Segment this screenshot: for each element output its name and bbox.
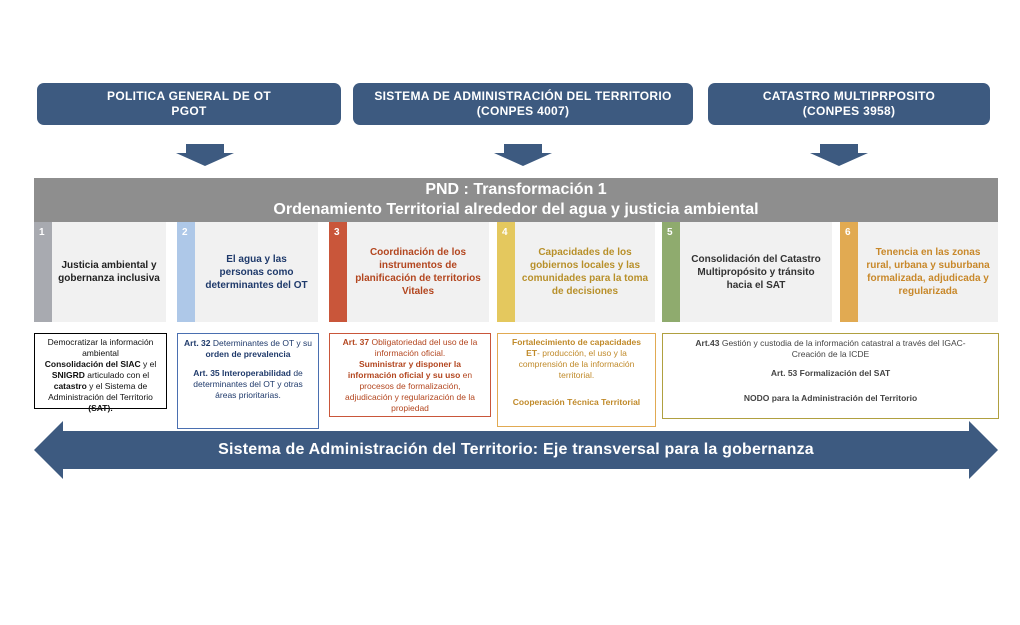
down-arrow-icon [176,144,234,166]
detail-1-catastro: catastro [53,381,87,391]
detail-box-5 [662,333,999,419]
down-arrow-icon [494,144,552,166]
detail-2-art32: Art. 32 [184,338,211,348]
pillar-card-6 [840,222,998,322]
detail-3-art37: Art. 37 [342,337,370,347]
detail-4-fortalecimiento: Fortalecimiento de capacidades ET [512,337,641,358]
down-arrow-icon [810,144,868,166]
header-box-pgot-line2: PGOT [171,104,207,118]
detail-3-text: Obligatoriedad del uso de la información oficial. [369,337,478,358]
header-box-catastro-line1: CATASTRO MULTIPRPOSITO [762,89,936,103]
pillar-card-1 [34,222,166,322]
pillar-number: 3 [334,227,340,238]
pillar-text: Justicia ambiental y gobernanza inclusiva [58,260,160,284]
header-box-catastro [708,83,990,125]
detail-5-art53: Art. 53 Formalización del SAT [770,368,891,378]
pillar-number: 2 [182,227,188,238]
detail-1-text: articulado con el [84,370,150,380]
pillar-number: 1 [39,227,45,238]
detail-2-text: Determinantes de OT y su [210,338,312,348]
header-box-sat [353,83,693,125]
detail-box-4 [497,333,656,427]
bottom-arrow-label: Sistema de Administración del Territorio: Eje transversal para la gobernanza [218,441,814,458]
detail-1-text: y el Sistema de Administración del Territorio [48,381,153,402]
detail-4-text: - producción, el uso y la comprensión de la información territorial. [518,348,635,380]
detail-box-3 [329,333,491,417]
detail-3-text: en procesos de formalización, adjudicación y regularización de la propiedad [345,370,475,413]
detail-1-siac: Consolidación del SIAC [44,359,141,369]
pnd-title: PND : Transformación 1 [425,181,607,198]
detail-5-art43: Art.43 [695,338,720,348]
detail-2-prevalencia: orden de prevalencia [205,349,291,359]
pillar-text: Tenencia en las zonas rural, urbana y suburbana formalizada, adjudicada y regularizada [866,247,990,297]
detail-1-intro: Democratizar la información ambiental [47,337,154,358]
detail-5-nodo: NODO para la Administración del Territorio [743,393,918,403]
pnd-banner [34,178,998,222]
detail-3-suministrar: Suministrar y disponer la información oficial y su uso [347,359,462,380]
pillar-text: Coordinación de los instrumentos de planificación de territorios Vitales [355,247,481,297]
pillar-number: 6 [845,227,851,238]
detail-1-text: y el [140,359,157,369]
header-box-pgot [37,83,341,125]
header-box-sat-line2: (CONPES 4007) [476,104,570,118]
pillar-text: El agua y las personas como determinantes del OT [205,253,308,291]
detail-box-2 [177,333,319,429]
pillar-text: Consolidación del Catastro Multipropósito y tránsito hacia el SAT [691,253,821,291]
detail-5-text: Gestión y custodia de la información catastral a través del IGAC- Creación de la ICDE [719,338,966,359]
detail-1-sat: (SAT). [88,403,113,413]
detail-1-snigrd: SNIGRD [51,370,85,380]
header-box-catastro-line2: (CONPES 3958) [802,104,896,118]
detail-2-text: de determinantes del OT y otras áreas prioritarias. [193,368,303,400]
pillar-card-5 [662,222,832,322]
header-box-pgot-line1: POLITICA GENERAL DE OT [107,89,271,103]
pillar-number: 4 [502,227,508,238]
pillar-card-4 [497,222,655,322]
header-box-sat-line1: SISTEMA DE ADMINISTRACIÓN DEL TERRITORIO [374,89,672,103]
detail-4-cooperacion: Cooperación Técnica Territorial [512,397,641,407]
pillar-number: 5 [667,227,673,238]
pillar-card-3 [329,222,489,322]
detail-box-1 [34,333,167,413]
detail-2-art35: Art. 35 Interoperabilidad [193,368,291,378]
pillar-text: Capacidades de los gobiernos locales y las comunidades para la toma de decisiones [521,247,649,297]
pnd-subtitle: Ordenamiento Territorial alrededor del agua y justicia ambiental [273,201,759,218]
pillar-card-2 [177,222,318,322]
